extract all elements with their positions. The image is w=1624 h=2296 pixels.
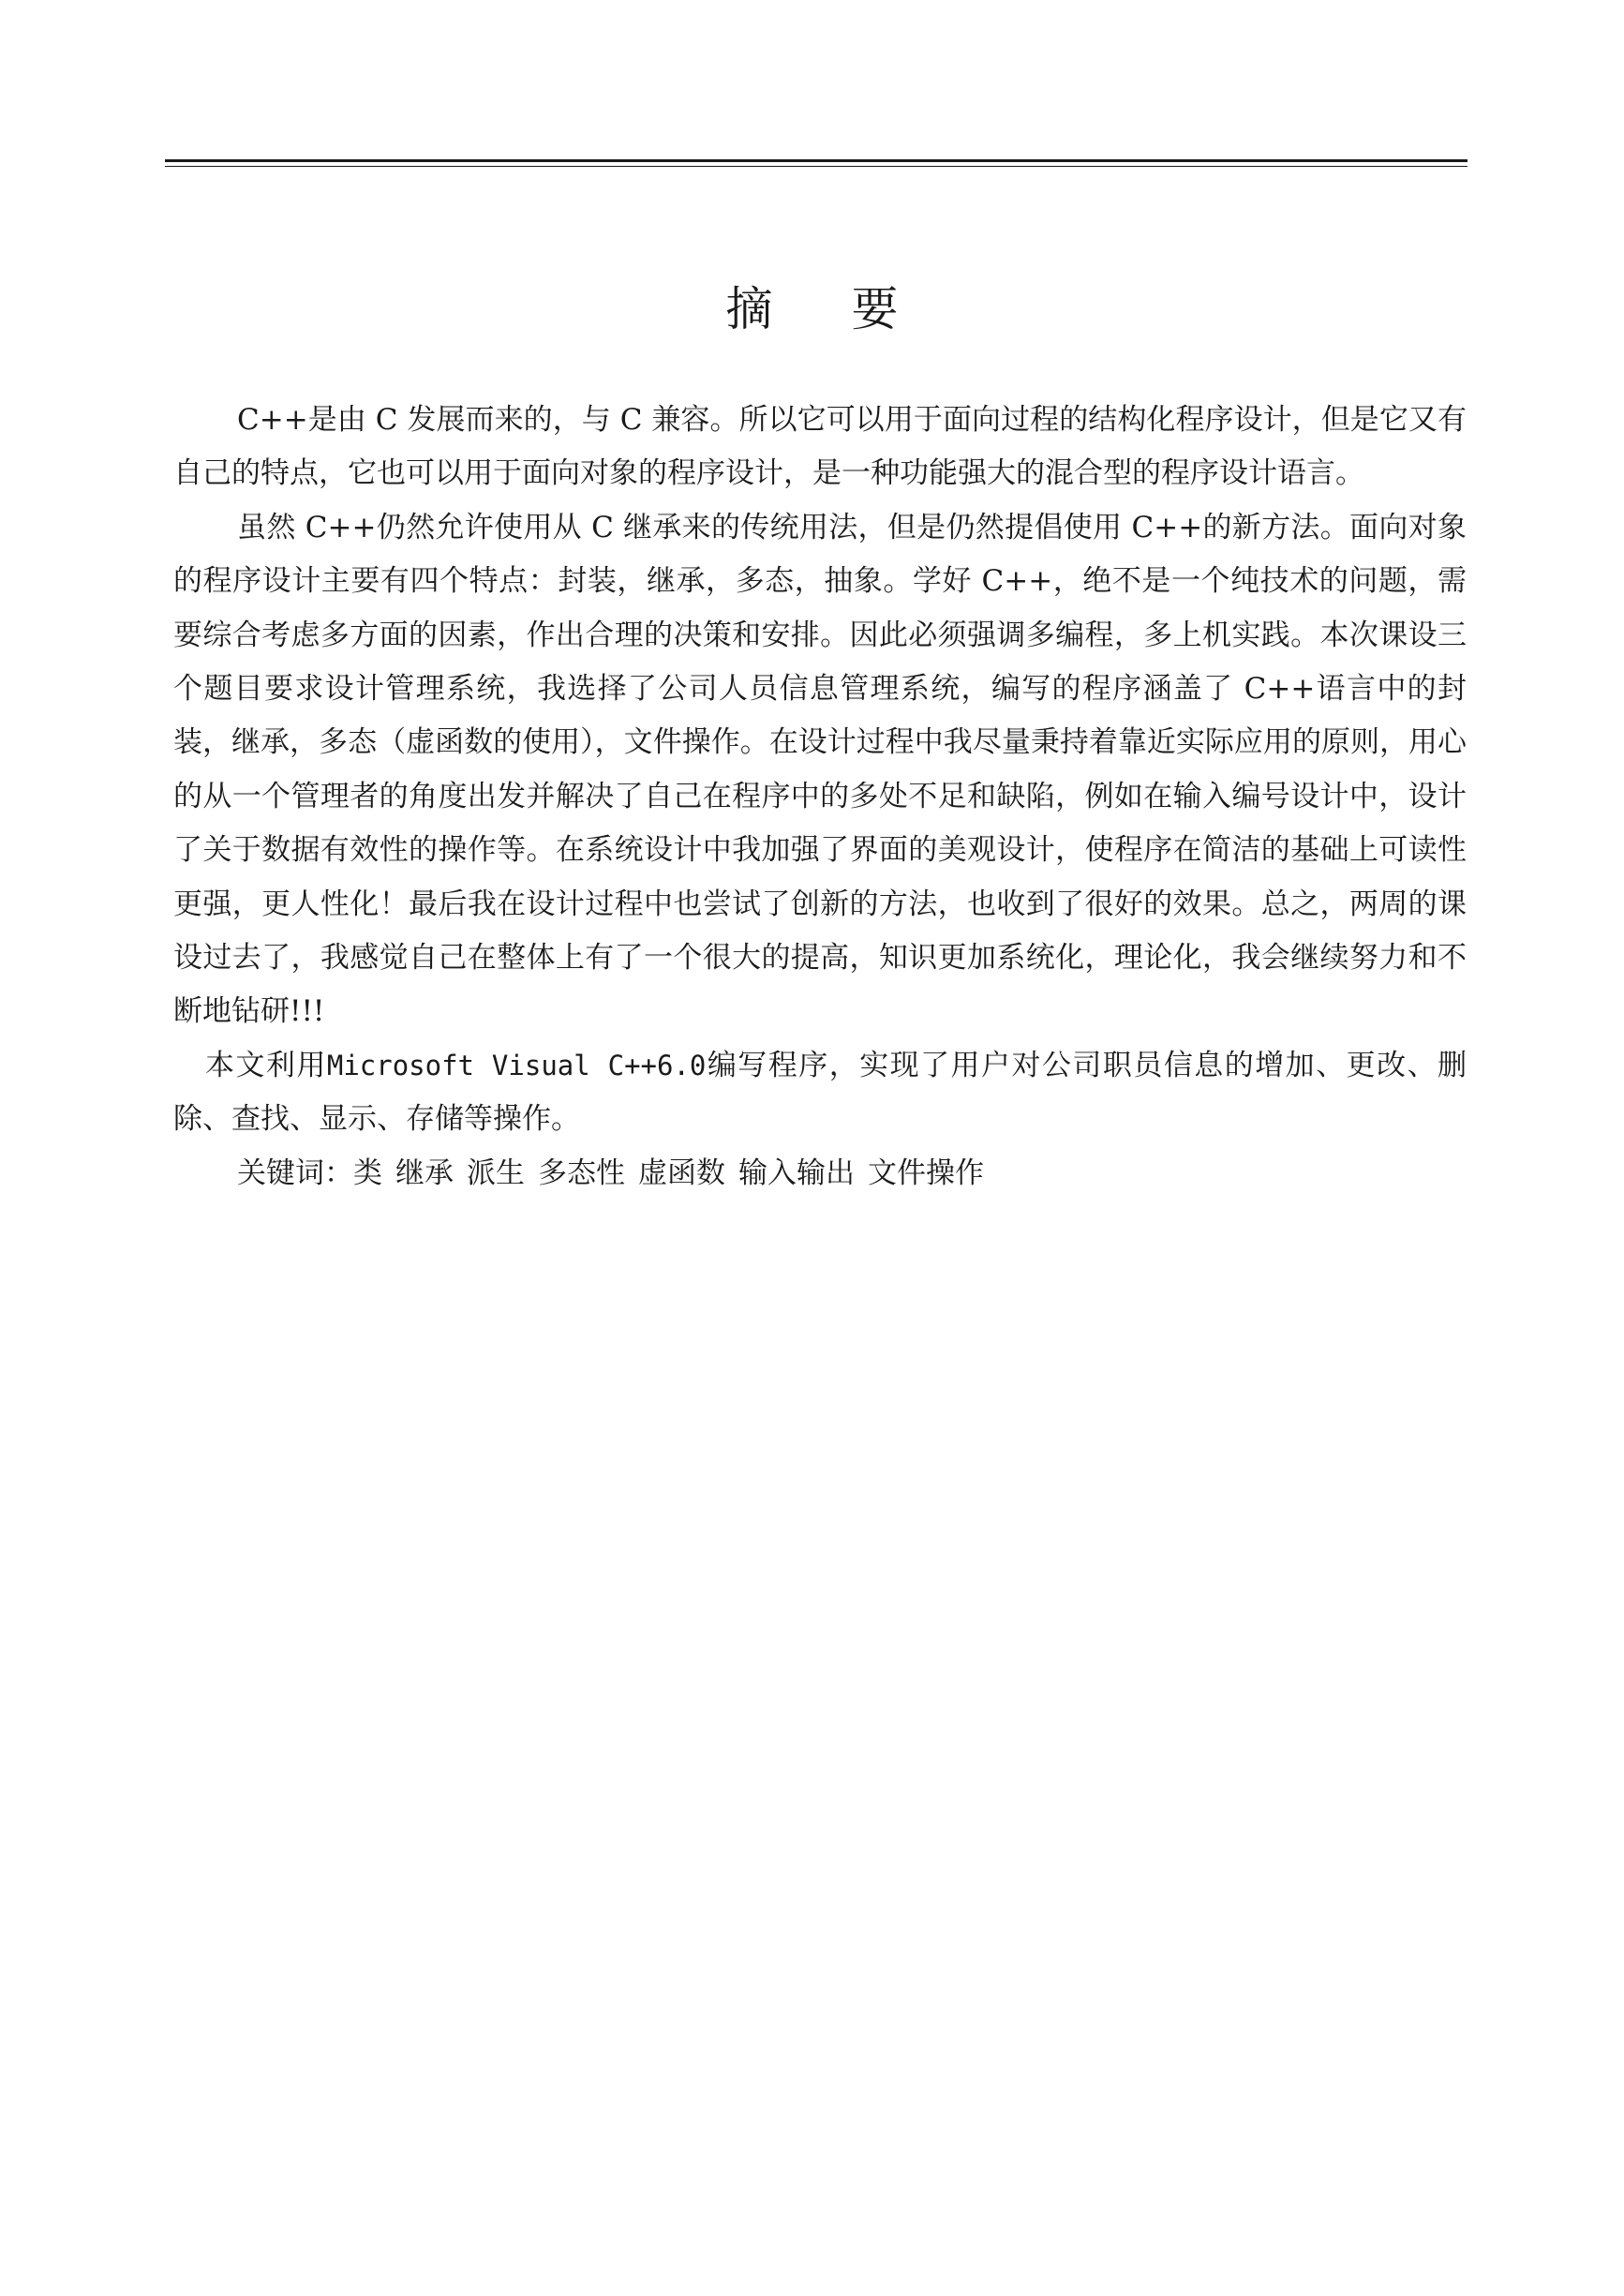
paragraph-3-tool: Microsoft Visual C++6.0	[326, 1049, 707, 1081]
keyword-item: 多态性	[538, 1155, 625, 1190]
header-rule-thick	[165, 159, 1468, 162]
paragraph-3	[173, 1039, 1467, 1147]
keyword-item: 文件操作	[868, 1155, 984, 1190]
paragraph-3-suffix: 编写程序，实现了用户对公司职员信息的增加、更改、删除、查找、显示、存储等操作。	[173, 1048, 1468, 1137]
keyword-item: 派生	[467, 1155, 525, 1190]
keyword-item: 虚函数	[638, 1155, 725, 1190]
page-title: 摘 要	[725, 282, 931, 336]
keyword-item: 输入输出	[738, 1155, 855, 1190]
paragraph-3-prefix: 本文利用	[205, 1048, 327, 1082]
keyword-item: 继承	[395, 1155, 454, 1190]
paragraph-2: 虽然 C++仍然允许使用从 C 继承来的传统用法，但是仍然提倡使用 C++的新方法。面向对象的程序设计主要有四个特点：封装，继承，多态，抽象。学好 C++，绝不是一个纯技术的问题，需要综合考虑多方面的因素，作出合理的决策和安排。因此必须强调多编程，多上机实践。本次课设三个题目要求设计管理系统，我选择了公司人员信息管理系统，编写的程序涵盖了 C++语言中的封装，继承，多态（虚函数的使用），文件操作。在设计过程中我尽量秉持着靠近实际应用的原则，用心的从一个管理者的角度出发并解决了自己在程序中的多处不足和缺陷，例如在输入编号设计中，设计了关于数据有效性的操作等。在系统设计中我加强了界面的美观设计，使程序在简洁的基础上可读性更强，更人性化！最后我在设计过程中也尝试了创新的方法，也收到了很好的效果。总之，两周的课设过去了，我感觉自己在整体上有了一个很大的提高，知识更加系统化，理论化，我会继续努力和不断地钻研!!!	[173, 510, 1467, 1029]
abstract-body	[173, 394, 1467, 1200]
header-rule-thin	[165, 166, 1468, 167]
paragraph-1: C++是由 C 发展而来的，与 C 兼容。所以它可以用于面向过程的结构化程序设计，但是它又有自己的特点，它也可以用于面向对象的程序设计，是一种功能强大的混合型的程序设计语言。	[173, 403, 1467, 491]
keywords-label: 关键词：	[237, 1155, 353, 1190]
keywords-line	[173, 1147, 1467, 1200]
keyword-item: 类	[353, 1155, 382, 1190]
